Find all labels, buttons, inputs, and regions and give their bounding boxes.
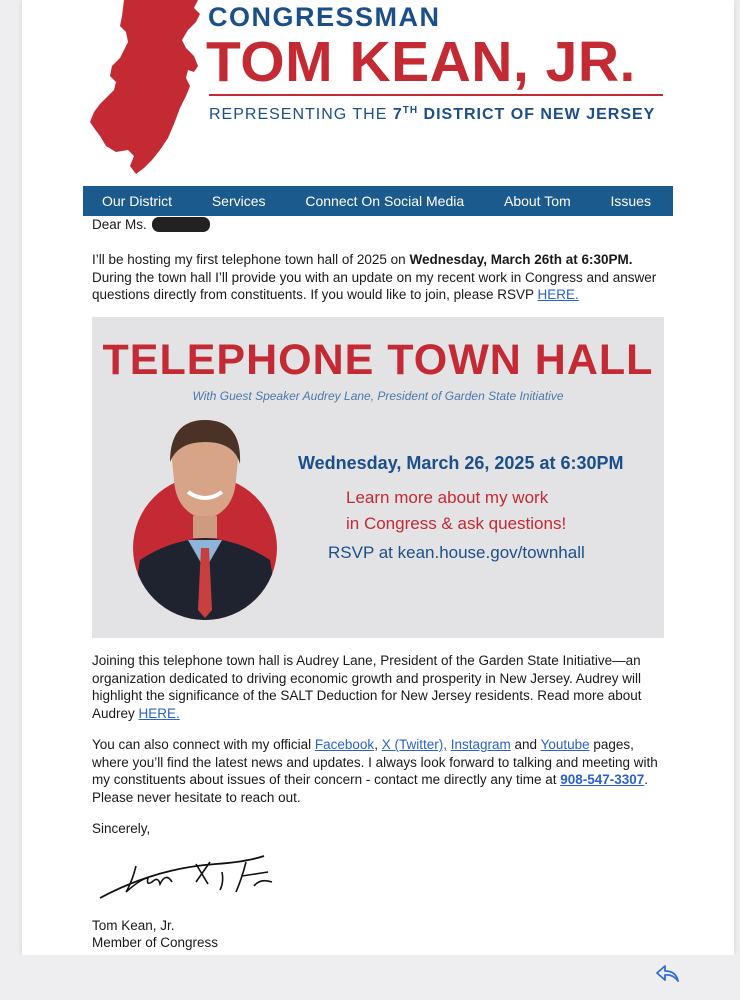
congressman-portrait [130, 420, 280, 620]
audrey-here-link[interactable]: HERE. [138, 705, 180, 721]
twitter-link[interactable]: X (Twitter), [381, 737, 447, 752]
nav-services[interactable]: Services [211, 193, 266, 209]
header-divider [209, 94, 663, 96]
nav-about-tom[interactable]: About Tom [503, 193, 571, 209]
reply-arrow-icon[interactable] [655, 963, 681, 985]
banner-title: TELEPHONE TOWN HALL [102, 336, 654, 384]
guest-paragraph: Joining this telephone town hall is Audrey Lane, President of the Garden State Initiative—an organization dedicated to driving economic growth and prosperity in New Jersey. Audrey will highlight the significance of the SALT Deduction for New Jersey residents. Read more about Audrey HERE. [92, 653, 642, 721]
header-name: TOM KEAN, JR. [206, 30, 636, 94]
banner-rsvp: RSVP at kean.house.gov/townhall [328, 543, 585, 562]
phone-link[interactable]: 908-547-3307 [560, 772, 645, 787]
instagram-link[interactable]: Instagram [450, 737, 511, 752]
facebook-link[interactable]: Facebook [314, 737, 375, 752]
signature-name: Tom Kean, Jr. [92, 918, 175, 933]
banner-learn-more: Learn more about my work in Congress & ask questions! [346, 488, 567, 533]
greeting: Dear Ms. [92, 216, 672, 234]
header-district: REPRESENTING THE 7TH DISTRICT OF NEW JERSEY [209, 105, 656, 123]
closing: Sincerely, [92, 821, 151, 836]
mail-toolbar [0, 955, 740, 1000]
town-hall-banner [92, 317, 664, 638]
signature-title: Member of Congress [92, 935, 219, 950]
redacted-name [152, 217, 210, 232]
email-body [22, 0, 734, 955]
header-congressman: CONGRESSMAN [208, 2, 441, 32]
youtube-link[interactable]: Youtube [540, 737, 590, 752]
new-jersey-map-icon [90, 0, 208, 178]
nav-bar [83, 186, 673, 216]
rsvp-here-link[interactable]: HERE. [537, 287, 579, 302]
nav-connect-social[interactable]: Connect On Social Media [305, 193, 465, 209]
handwritten-signature [96, 852, 296, 908]
nav-our-district[interactable]: Our District [102, 193, 172, 209]
banner-subtitle: With Guest Speaker Audrey Lane, President of Garden State Initiative [192, 389, 564, 403]
nav-issues[interactable]: Issues [610, 193, 651, 209]
email-header [22, 0, 734, 180]
banner-date: Wednesday, March 26, 2025 at 6:30PM [298, 453, 624, 473]
social-paragraph: You can also connect with my official Facebook, X (Twitter), Instagram and Youtube pages, where you’ll find the latest news and updates. I always look forward to talking and meeting with my constituents about issues of their concern - contact me directly any time at 908-547-3307. Please never hesitate to reach out. [92, 737, 658, 805]
intro-paragraph: I’ll be hosting my first telephone town hall of 2025 on Wednesday, March 26th at 6:30PM. During the town hall I’ll provide you with an update on my recent work in Congress and answer questions directly from constituents. If you would like to join, please RSVP HERE. [92, 252, 657, 302]
